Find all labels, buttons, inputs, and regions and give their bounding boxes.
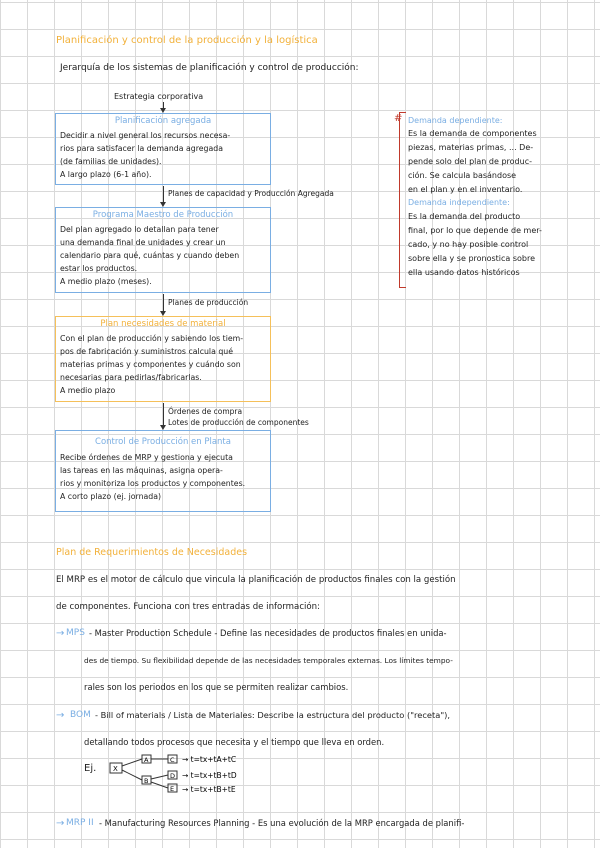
node-c: C	[170, 756, 175, 764]
node-b: B	[144, 777, 149, 785]
box-line: materias primas y componentes y cuándo son	[60, 360, 241, 369]
bullet-arrow-icon: →	[56, 818, 65, 829]
bullet-arrow-icon: →	[56, 628, 65, 639]
mps-code: MPS	[66, 628, 85, 638]
bom-code: BOM	[70, 710, 91, 720]
arrow-label: Órdenes de compra	[168, 407, 243, 416]
dependent-line: pende solo del plan de produc-	[408, 157, 532, 166]
box-line: pos de fabricación y suministros calcula qué	[60, 347, 234, 356]
box-material-requirements	[55, 316, 271, 402]
corporate-strategy-label: Estrategia corporativa	[114, 92, 204, 101]
example-label: Ej.	[84, 763, 97, 774]
side-note-mark: #	[394, 113, 403, 124]
page-subtitle: Jerarquía de los sistemas de planificación y control de producción:	[60, 63, 359, 73]
box-line: estar los productos.	[60, 264, 138, 273]
node-a: A	[144, 756, 149, 764]
box-line: rios y monitoriza los productos y componentes.	[60, 479, 246, 488]
bom-line: detallando todos procesos que necesita y el tiempo que lleva en orden.	[84, 737, 385, 747]
mps-line: des de tiempo. Su flexibilidad depende de las necesidades temporales externas. Los límites tempo-	[84, 656, 453, 665]
bullet-arrow-icon: →	[56, 710, 65, 721]
independent-line: sobre ella y se pronostica sobre	[408, 254, 536, 263]
box-line: necesarias para pedirlas/fabricarlas.	[60, 373, 202, 382]
intro-line: de componentes. Funciona con tres entradas de información:	[56, 602, 321, 612]
formula: → t=tx+tB+tE	[182, 785, 236, 794]
dependent-line: ción. Se calcula basándose	[408, 171, 517, 180]
dependent-line: piezas, materias primas, ... De-	[408, 143, 534, 152]
arrow-line	[163, 186, 164, 203]
box-line: Recibe órdenes de MRP y gestiona y ejecuta	[60, 453, 233, 462]
mrp2-code: MRP II	[66, 818, 94, 828]
side-note-bracket	[399, 112, 406, 288]
box-shop-floor-control	[55, 430, 271, 512]
dependent-demand-title: Demanda dependiente:	[408, 116, 503, 125]
arrow-label: Planes de capacidad y Producción Agregada	[168, 189, 334, 198]
box-line: Decidir a nivel general los recursos necesa-	[60, 131, 231, 140]
mps-line: - Master Production Schedule - Define las necesidades de productos finales en unida-	[89, 628, 447, 638]
box-title: Planificación agregada	[114, 116, 212, 126]
box-line: Con el plan de producción y sabiendo los tiem-	[60, 334, 244, 343]
formula: → t=tx+tB+tD	[182, 771, 237, 780]
box-line: Del plan agregado lo detallan para tener	[60, 225, 219, 234]
box-line: calendario para qué, cuántas y cuando deben	[60, 251, 240, 260]
independent-line: final, por lo que depende de mer-	[408, 226, 542, 235]
box-line: rios para satisfacer la demanda agregada	[60, 144, 223, 153]
page-title: Planificación y control de la producción y la logística	[56, 35, 318, 46]
arrow-label: Lotes de producción de componentes	[168, 418, 309, 427]
box-title: Plan necesidades de material	[100, 319, 226, 329]
independent-line: ella usando datos históricos	[408, 268, 520, 277]
arrow-label: Planes de producción	[168, 298, 249, 307]
node-d: D	[170, 772, 176, 780]
box-master-production-schedule	[55, 207, 271, 293]
box-title: Control de Producción en Planta	[95, 437, 231, 447]
arrow-line	[163, 294, 164, 312]
bom-line: - Bill of materials / Lista de Materiales: Describe la estructura del producto ("receta"),	[95, 710, 451, 720]
box-line: A medio plazo (meses).	[60, 277, 152, 286]
mps-line: rales son los periodos en los que se permiten realizar cambios.	[84, 682, 349, 692]
section-title: Plan de Requerimientos de Necesidades	[56, 547, 248, 558]
dependent-line: en el plan y en el inventario.	[408, 185, 523, 194]
box-line: A corto plazo (ej. jornada)	[60, 492, 162, 501]
formula: → t=tx+tA+tC	[182, 755, 237, 764]
independent-line: Es la demanda del producto	[408, 212, 521, 221]
arrow-line	[163, 403, 164, 426]
box-line: A medio plazo	[60, 386, 116, 395]
node-root: X	[113, 765, 118, 773]
bom-tree-diagram	[100, 750, 300, 800]
box-line: (de familias de unidades).	[60, 157, 162, 166]
box-aggregate-planning	[55, 113, 271, 185]
box-line: las tareas en las máquinas, asigna opera-	[60, 466, 223, 475]
independent-line: cado, y no hay posible control	[408, 240, 529, 249]
box-title: Programa Maestro de Producción	[92, 210, 234, 220]
mrp2-line: - Manufacturing Resources Planning - Es una evolución de la MRP encargada de planifi-	[99, 818, 465, 828]
independent-demand-title: Demanda independiente:	[408, 198, 510, 207]
box-line: una demanda final de unidades y crear un	[60, 238, 226, 247]
dependent-line: Es la demanda de componentes	[408, 129, 537, 138]
intro-line: El MRP es el motor de cálculo que vincula la planificación de productos finales con la gestión	[56, 575, 456, 585]
node-e: E	[170, 785, 175, 793]
box-line: A largo plazo (6-1 año).	[60, 170, 152, 179]
